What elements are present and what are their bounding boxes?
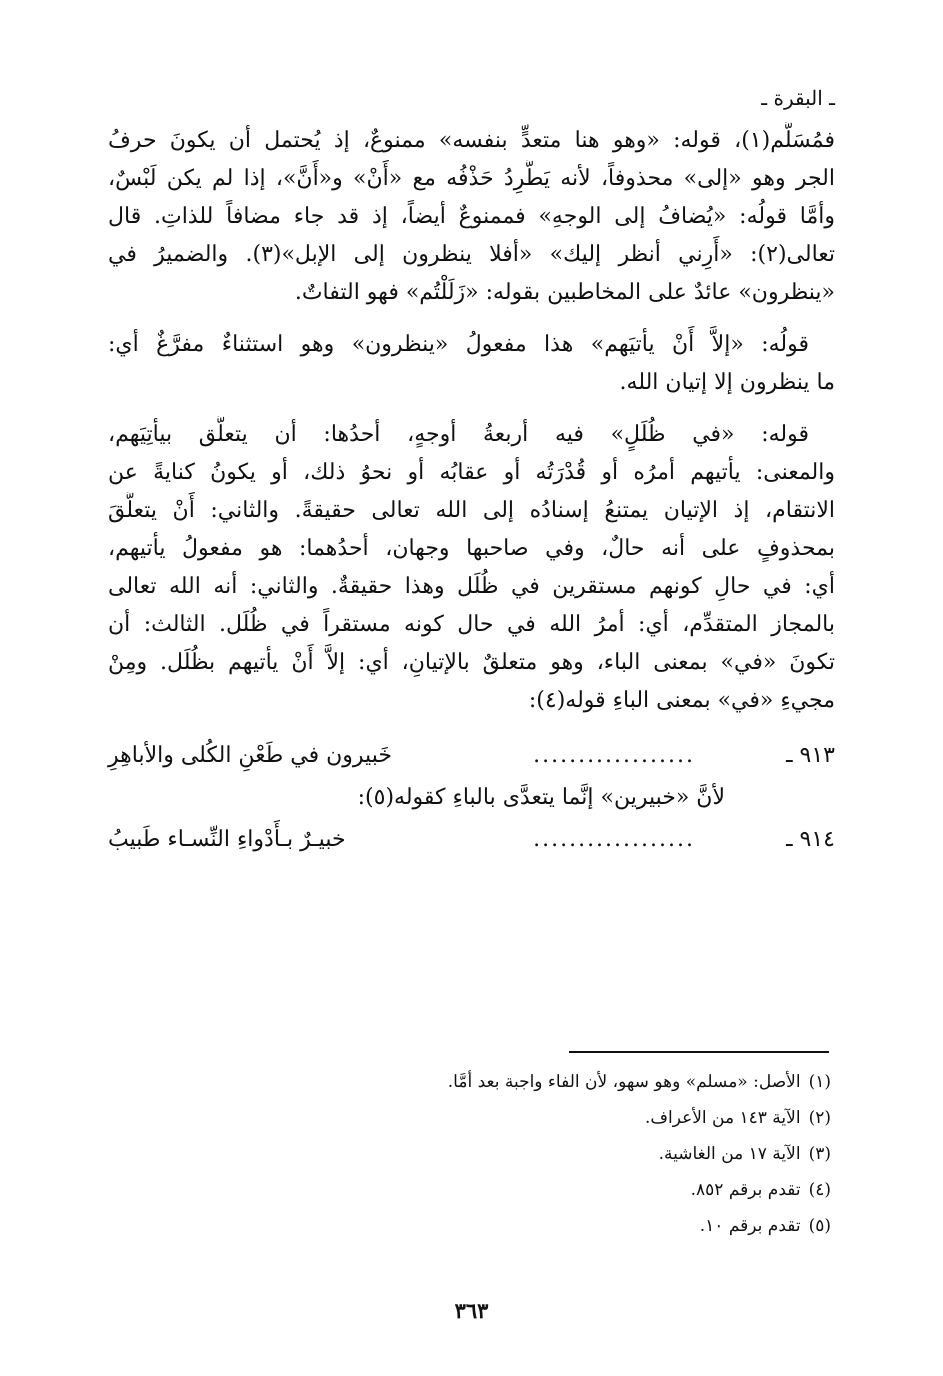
footnote-rule	[569, 1051, 829, 1053]
footnote-text: الأصل: «مسلم» وهو سهو، لأن الفاء واجبة بعد أمَّا.	[447, 1072, 801, 1092]
verse-text: خبيـرٌ بـأَدْواءِ النِّسـاء طَبيبُ	[108, 827, 346, 852]
footnote-number: (٢)	[808, 1108, 831, 1128]
paragraph-gap	[108, 720, 835, 734]
text-line: والمعنى: يأتيهم أمرُه أو قُدْرَتُه أو عقابُه أو نحوُ ذلك، أو يكونُ كنايةً عن	[108, 460, 835, 485]
footnote-number: (١)	[808, 1072, 831, 1092]
footnote-number: (٣)	[808, 1144, 831, 1164]
paragraph-gap	[108, 402, 835, 416]
verse-ellipsis: ..................	[533, 743, 695, 768]
verse-text: خَبيرون في طَعْنِ الكُلى والأباهِرِ	[108, 743, 392, 768]
verse-intro: لأنَّ «خبيرين» إنَّما يتعدَّى بالباءِ كقوله(٥):	[357, 785, 725, 810]
verse-ellipsis: ..................	[533, 827, 695, 852]
text-line: بالمجاز المتقدِّم، أي: أمرُ الله في حال كونه مستقراً في ظُلَل. الثالث: أن	[108, 612, 835, 637]
footnote-text: الآية ١٤٣ من الأعراف.	[644, 1108, 801, 1128]
text-line: «ينظرون» عائدٌ على المخاطبين بقوله: «زَلَلْتُم» فهو التفاتٌ.	[294, 280, 835, 305]
text-line: الجر وهو «إلى» محذوفاً، لأنه يَطَّرِدُ حَذْفُه مع «أَنْ» و«أَنَّ»، إذا لم يكن لَبْسٌ،	[108, 166, 835, 191]
text-line: وأمَّا قولُه: «يُضافُ إلى الوجهِ» فممنوعٌ أيضاً، إذ قد جاء مضافاً للذاتِ. قال	[108, 204, 835, 229]
text-line: الانتقام، إذ الإتيان يمتنعُ إسنادُه إلى الله تعالى حقيقةً. والثاني: أَنْ يتعلَّقَ	[108, 498, 835, 523]
page-number: ٣٦٣	[454, 1298, 489, 1323]
text-line: قولُه: «إلاَّ أَنْ يأتيَهم» هذا مفعولُ «ينظرون» وهو استثناءٌ مفرَّغٌ أي:	[108, 332, 809, 357]
running-head: ـ البقرة ـ	[761, 86, 835, 110]
text-line: فمُسَلَّم(١)، قوله: «وهو هنا متعدٍّ بنفسه» ممنوعٌ، إذ يُحتمل أن يكونَ حرفُ	[108, 128, 835, 153]
text-line: مجيءِ «في» بمعنى الباءِ قوله(٤):	[528, 688, 835, 713]
paragraph-3	[108, 416, 835, 720]
paragraph-2	[108, 326, 835, 402]
footnotes	[111, 1064, 831, 1244]
verse-number: ٩١٣ ـ	[786, 743, 835, 768]
footnote-number: (٥)	[808, 1216, 831, 1236]
text-line: ما ينظرون إلا إتيان الله.	[619, 370, 835, 395]
footnote-number: (٤)	[808, 1180, 831, 1200]
text-line: تعالى(٢): «أَرِني أنظر إليك» «أفلا ينظرون إلى الإبل»(٣). والضميرُ في	[108, 242, 835, 267]
footnote	[111, 1064, 831, 1100]
footnote-text: تقدم برقم ٨٥٢.	[690, 1180, 801, 1200]
footnote	[111, 1172, 831, 1208]
footnote-text: تقدم برقم ١٠.	[699, 1216, 801, 1236]
footnote	[111, 1136, 831, 1172]
paragraph-1	[108, 122, 835, 312]
paragraph-gap	[108, 312, 835, 326]
main-text	[108, 122, 835, 862]
text-line: قوله: «في ظُلَلٍ» فيه أربعةُ أوجهٍ، أحدُها: أن يتعلَّق بيأتِيَهم،	[108, 422, 809, 447]
verse-913	[108, 734, 835, 778]
text-line: تكونَ «في» بمعنى الباء، وهو متعلقٌ بالإتيانِ، أي: إلاَّ أَنْ يأتيهم بظُلَل. ومِنْ	[108, 650, 835, 675]
verse-number: ٩١٤ ـ	[786, 827, 835, 852]
text-line: بمحذوفٍ على أنه حالٌ، وفي صاحبها وجهان، أحدُهما: هو مفعولُ يأتيهم،	[108, 536, 835, 561]
text-line: أي: في حالِ كونهم مستقرين في ظُلَل وهذا حقيقةٌ. والثاني: أنه الله تعالى	[108, 574, 835, 599]
verse-914	[108, 818, 835, 862]
footnote-text: الآية ١٧ من الغاشية.	[658, 1144, 801, 1164]
footnote	[111, 1100, 831, 1136]
footnote	[111, 1208, 831, 1244]
